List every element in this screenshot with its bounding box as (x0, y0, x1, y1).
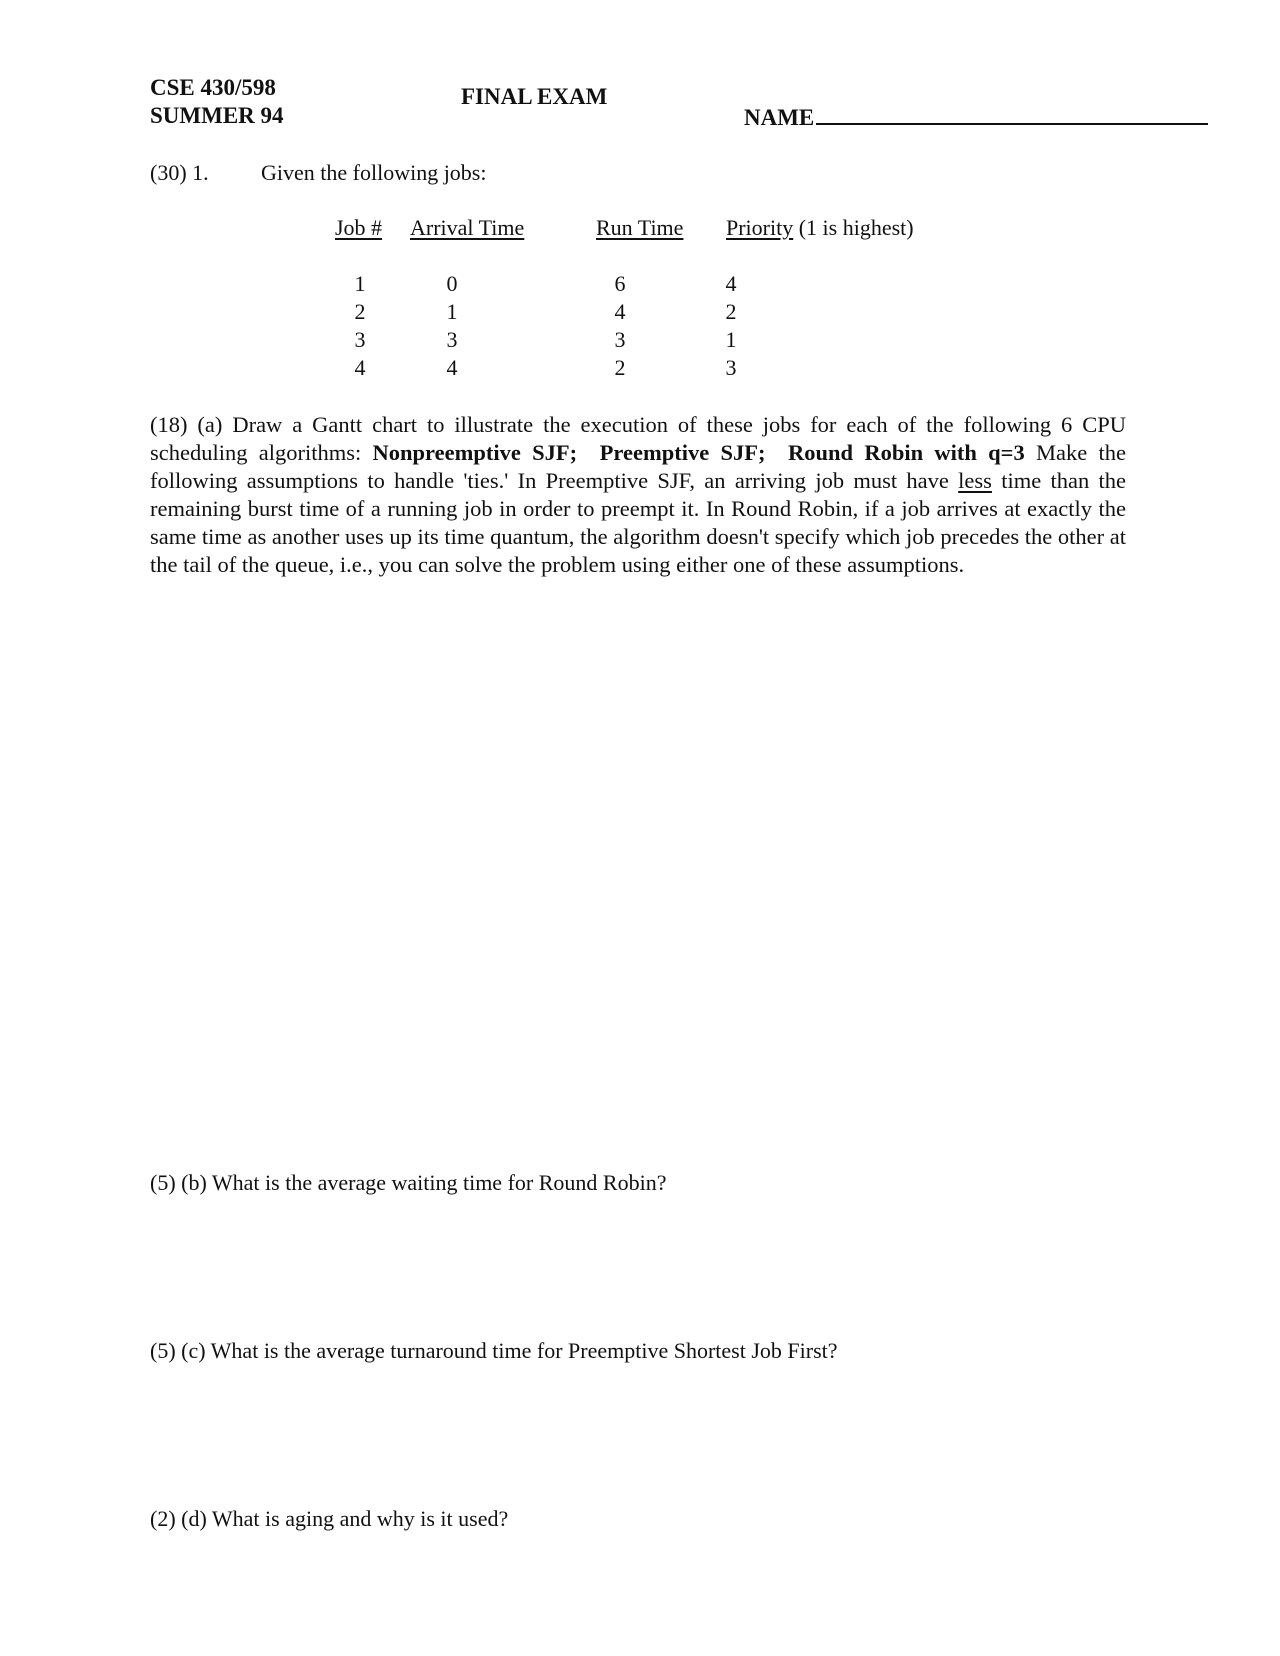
course-code: CSE 430/598 (150, 75, 276, 100)
table-cell-job: 4 (354, 355, 366, 380)
table-cell-arrival: 1 (446, 299, 458, 324)
table-cell-job: 3 (354, 327, 366, 352)
name-label: NAME (744, 105, 815, 130)
part-c-question: (5) (c) What is the average turnaround time for Preemptive Shortest Job First? (150, 1338, 838, 1363)
term: SUMMER 94 (150, 103, 284, 128)
part-a-ties-text: Make the following assumptions to handle 'ties.' In Preemptive SJF, an arriving job must have (150, 440, 1126, 493)
table-cell-arrival: 3 (446, 327, 458, 352)
header-job: Job # (335, 215, 383, 240)
name-blank-line (816, 103, 1208, 125)
header-arrival: Arrival Time (410, 215, 525, 240)
table-cell-priority: 2 (725, 299, 737, 324)
table-cell-priority: 1 (725, 327, 737, 352)
exam-title: FINAL EXAM (461, 84, 608, 109)
algo-nonpreemptive-sjf: Nonpreemptive SJF; (372, 440, 578, 465)
table-cell-run: 4 (614, 299, 626, 324)
table-cell-arrival: 0 (446, 271, 458, 296)
part-b-question: (5) (b) What is the average waiting time for Round Robin? (150, 1170, 667, 1195)
table-cell-priority: 3 (725, 355, 737, 380)
algo-preemptive-sjf: Preemptive SJF; (599, 440, 766, 465)
part-a-rest-text: time than the remaining burst time of a running job in order to preempt it. In Round Robin, if a job arrives at exactly the same time as another uses up its time quantum, the algorithm doesn't specify which job precedes the other at the tail of the queue, i.e., you can solve the problem using either one of these assumptions. (150, 468, 1126, 577)
emphasis-less: less (958, 468, 992, 493)
table-cell-run: 2 (614, 355, 626, 380)
header-priority: Priority (726, 215, 794, 240)
algo-round-robin: Round Robin with q=3 (788, 440, 1025, 465)
header-priority-note: (1 is highest) (798, 215, 914, 240)
table-cell-run: 6 (614, 271, 626, 296)
question-points: (30) 1. (150, 160, 209, 185)
name-field (744, 103, 1208, 131)
table-cell-priority: 4 (725, 271, 737, 296)
table-cell-job: 2 (354, 299, 366, 324)
part-a-paragraph (150, 411, 1126, 579)
header-run: Run Time (596, 215, 684, 240)
part-d-question: (2) (d) What is aging and why is it used? (150, 1506, 509, 1531)
table-cell-job: 1 (354, 271, 366, 296)
header-priority-group (726, 215, 914, 241)
table-cell-run: 3 (614, 327, 626, 352)
table-cell-arrival: 4 (446, 355, 458, 380)
question-intro: Given the following jobs: (261, 160, 487, 185)
part-a-lead: (18) (a) Draw a Gantt chart to illustrate the execution of these jobs for each of the following 6 CPU scheduling algorithms: (150, 412, 1126, 465)
